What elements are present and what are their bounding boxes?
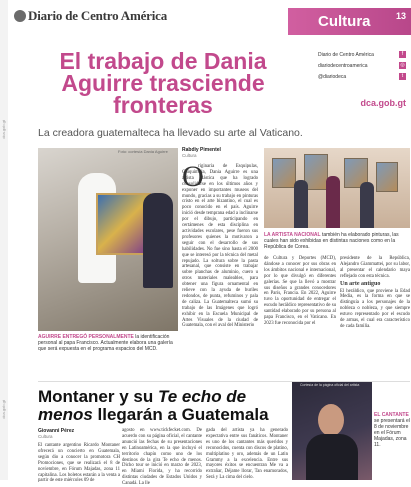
artist-figure	[143, 193, 173, 288]
second-headline	[38, 388, 288, 424]
caption-3-text: se presentará el 8 de noviembre en el Fórum Majadas, zona 11.	[374, 418, 410, 448]
newspaper-logo-icon	[14, 10, 26, 22]
caption-2-text: también ha elaborado pinturas, las cuales han sido exhibidas en distintas naciones como en la República de Corea.	[264, 232, 399, 250]
twitter-icon: t	[399, 73, 406, 80]
photo-caption-1	[38, 334, 178, 352]
column-3-text-b: El heráldico, que proviene la Edad Media, es la forma en que se distinguía a los personajes de la nobleza o nobleza, y que siempre estuvo representado por el escudo de armas, el cual era característico de cada familia.	[340, 288, 410, 329]
gallery-painting	[376, 162, 398, 192]
pope-photo	[38, 148, 178, 331]
byline	[182, 147, 221, 158]
author-name: Rabdiy Pimentel	[182, 147, 221, 153]
photo-credit: Foto: cortesía Dania Aguirre	[118, 149, 168, 154]
section-label: Cultura	[318, 13, 371, 30]
gallery-painting	[272, 158, 296, 188]
article-column-1: riginaria de Esquipulas, Chiquimula, Dania Aguirre es una artista plástica que ha logrado consolidarse en los últimos años y exponer en importantes museos del mundo, gracias a su trabajo en pinturas cristo en el arte bizantino, el cual es poco conocido en el país. Aguirre inició desde temprana edad a inclinarse por el dibujo, participando en certámenes de esta disciplina en actividades escolares, pese fueron sus profesores quienes la motivaron a seguir con el desarrollo de sus habilidades. No fue sino hasta el 2000 que se interesó por la técnica del metal repujado. La soltura sobre la pasta artesanal, que consiste en trabajar sobre planchas de aluminio, cuero u otros materiales maleables, para obtener una figura ornamental en relieve con la ayuda de buriles redondos, de punta, refuminos y pala de caliza. La Guatemalteca sumó su trabajo de las Imágenes que logró exhibir en la Escuela Municipal de Artes Visuales de la ciudad de Guatemala, con el aval del Ministerio	[182, 164, 258, 329]
drop-cap: O	[182, 160, 204, 193]
gallery-person	[326, 176, 340, 228]
headline-part-b: llegarán a Guatemala	[92, 405, 269, 424]
social-row-facebook[interactable]	[318, 49, 406, 60]
masthead-text: Diario de Centro América	[28, 8, 168, 23]
gallery-photo	[264, 148, 410, 228]
masthead	[14, 8, 167, 24]
article2-column-1: El cantante argentino Ricardo Montaner ofrecerá un concierto en Guatemala, según dio a conocer la promotora CH Promociones, que se realizará el 8 de noviembre, en Fórum Majadas, zona 11 capitalina. Los boletos estarán a la venta a partir de este miércoles 09 de	[38, 443, 120, 484]
social-links	[318, 49, 406, 82]
caption-3-lead: EL CANTANTE	[374, 412, 409, 418]
social-label-twitter: @diariodeca	[318, 73, 347, 80]
article2-column-2: agosto en www.tickfecket.com. De acuerdo con su página oficial, el cantante anunció las fechas de su presentaciones en Latinoamérica, en la que incluyó el territorio chapín como uno de los destinos de la gira Te echo de menos. Dicho tour se inició en marzo de 2023, en Miami Florida, y ha recorrido distintas ciudades de Estados Unidos y Canadá. La lle	[122, 428, 202, 487]
caption-1-text: la identificación personal al papa Francisco. Actualmente elabora una galería que será expuesta en el programa espacios del MCD.	[38, 334, 173, 352]
photo-caption-3	[374, 412, 410, 448]
headline-italic: Te echo de menos	[38, 387, 247, 424]
author-section-2: Cultura	[38, 434, 53, 439]
social-label-instagram: diariodecentroamerica	[318, 62, 368, 69]
site-link[interactable]: dca.gob.gt	[360, 98, 406, 108]
section-banner	[288, 8, 411, 35]
instagram-icon: ◎	[400, 62, 405, 68]
singer-face	[318, 404, 344, 436]
article-column-2: de Cultura y Deportes (MCD), dándose a conocer por sus obras en los ámbitos nacional e internacional, por lo que divulgó en diferentes galerías. Se que la llevó a mostrar sus diseños a grandes conocedores en París, Francia. En 2022, Aguirre tuvo la oportunidad de entregar el escudo heráldico representativo de su santidad elaborado por su persona al papa Francisco, en el Vaticano. En 2023 fue reconocida por el	[264, 256, 336, 326]
facebook-icon: f	[399, 51, 406, 58]
section-subhead: Un arte antiguo	[340, 280, 381, 287]
gallery-person	[294, 180, 308, 228]
author-name-2: Giovanni Pérez	[38, 428, 75, 434]
caption-1-lead: AGUIRRE ENTREGÓ PERSONALMENTE	[38, 334, 134, 340]
headline-part-a: Montaner y su	[38, 387, 158, 406]
gallery-person	[360, 182, 374, 228]
social-row-twitter[interactable]	[318, 71, 406, 82]
caption-2-lead: LA ARTISTA NACIONAL	[264, 232, 321, 238]
page-number: 13	[395, 11, 406, 21]
social-label-facebook: Diario de Centro América	[318, 51, 374, 58]
photo-caption-2	[264, 232, 410, 250]
article-headline: El trabajo de Dania Aguirre trasciende fronteras	[59, 48, 267, 118]
singer-photo	[292, 382, 372, 480]
photo-credit-2: Cortesía de la página oficial del artista	[300, 383, 360, 387]
article-column-3	[340, 256, 410, 330]
article2-column-3: gada del artista ya ha generado expectativa entre sus fanáticos. Montaner es uno de los cantantes más queridos y reconocidos, cuenta con discos de platino, multiplatino y oro, además de un Latin Grammy a la excelencia. Entre sus mayores éxitos se encuentran Me va a extrañar, Déjame llorar, Tan enamorados, Será y La cima del cielo.	[206, 428, 288, 481]
margin-url-bottom: dca.gob.gt	[1, 400, 6, 419]
byline-2	[38, 428, 74, 439]
singer-body	[306, 434, 358, 480]
social-row-instagram[interactable]	[318, 60, 406, 71]
margin-url-top: dca.gob.gt	[1, 120, 6, 139]
page-margin-strip	[0, 0, 8, 480]
article-subtitle: La creadora guatemalteca ha llevado su arte al Vaticano.	[38, 127, 303, 139]
author-section: Cultura	[182, 153, 197, 158]
column-3-text: presidente de la República, Alejandro Giammattei, por su labor, al presentar el calendario maya reflejado con esta técnica.	[340, 256, 410, 279]
